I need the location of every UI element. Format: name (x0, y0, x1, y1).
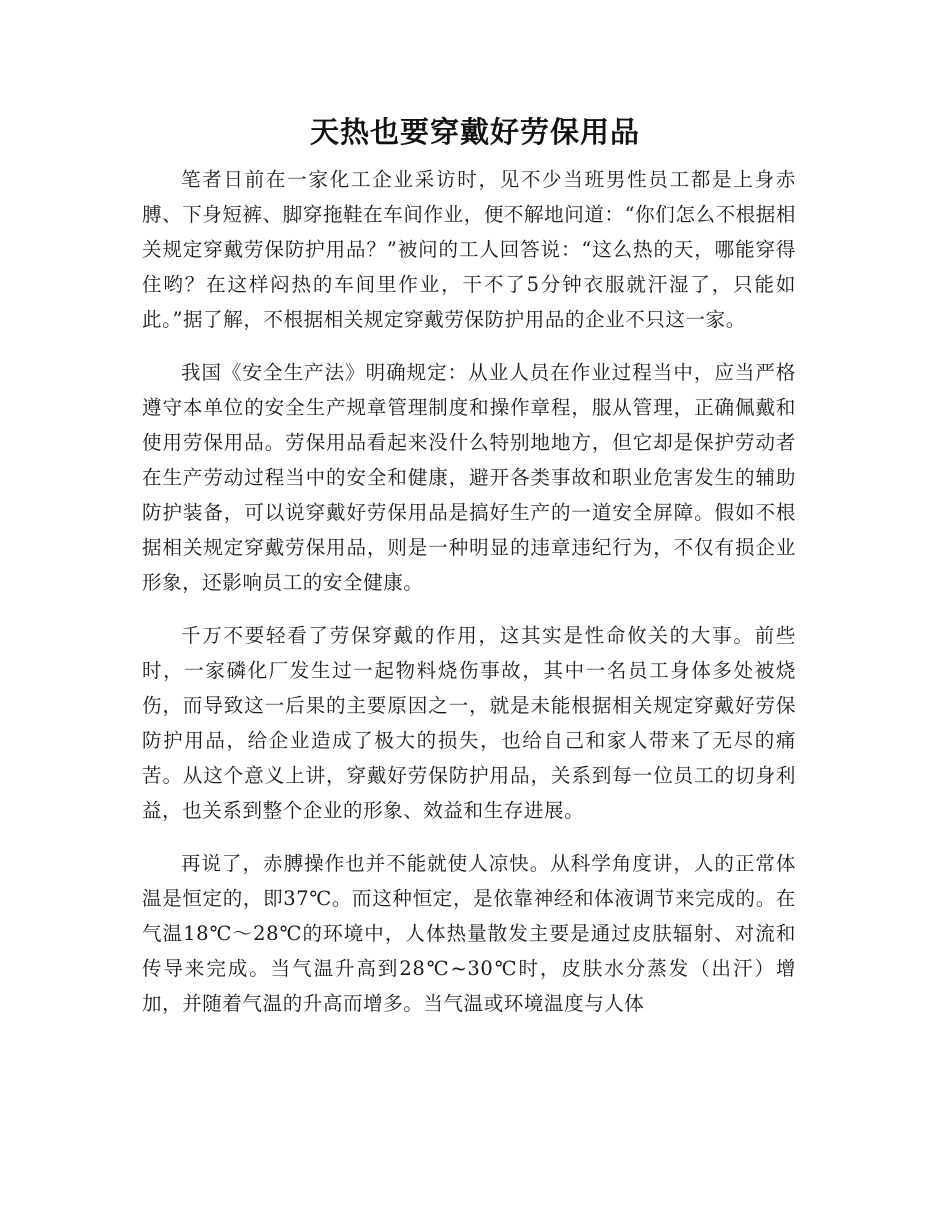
paragraph-2: 我国《安全生产法》明确规定：从业人员在作业过程当中，应当严格遵守本单位的安全生产规章管理制度和操作章程，服从管理，正确佩戴和使用劳保用品。劳保用品看起来没什么特别地地方，但它却是保护劳动者在生产劳动过程当中的安全和健康，避开各类事故和职业危害发生的辅助防护装备，可以说穿戴好劳保用品是搞好生产的一道安全屏障。假如不根据相关规定穿戴劳保用品，则是一种明显的违章违纪行为，不仅有损企业形象，还影响员工的安全健康。 (142, 361, 796, 594)
document-title: 天热也要穿戴好劳保用品 (309, 115, 640, 149)
paragraph-4: 再说了，赤膊操作也并不能就使人凉快。从科学角度讲，人的正常体温是恒定的，即37℃。而这种恒定，是依靠神经和体液调节来完成的。在气温18℃～28℃的环境中，人体热量散发主要是通过皮肤辐射、对流和传导来完成。当气温升高到28℃~30℃时，皮肤水分蒸发（出汗）增加，并随着气温的升高而增多。当气温或环境温度与人体 (142, 852, 796, 1015)
paragraph-1: 笔者日前在一家化工企业采访时，见不少当班男性员工都是上身赤膊、下身短裤、脚穿拖鞋在车间作业，便不解地问道：“你们怎么不根据相关规定穿戴劳保防护用品？”被问的工人回答说：“这么热的天，哪能穿得住哟？在这样闷热的车间里作业，干不了5分钟衣服就汗湿了，只能如此。”据了解，不根据相关规定穿戴劳保防护用品的企业不只这一家。 (142, 168, 796, 331)
document-body (142, 162, 796, 1039)
paragraph-3: 千万不要轻看了劳保穿戴的作用，这其实是性命攸关的大事。前些时，一家磷化厂发生过一起物料烧伤事故，其中一名员工身体多处被烧伤，而导致这一后果的主要原因之一，就是未能根据相关规定穿戴好劳保防护用品，给企业造成了极大的损失，也给自己和家人带来了无尽的痛苦。从这个意义上讲，穿戴好劳保防护用品，关系到每一位员工的切身利益，也关系到整个企业的形象、效益和生存进展。 (142, 624, 796, 822)
